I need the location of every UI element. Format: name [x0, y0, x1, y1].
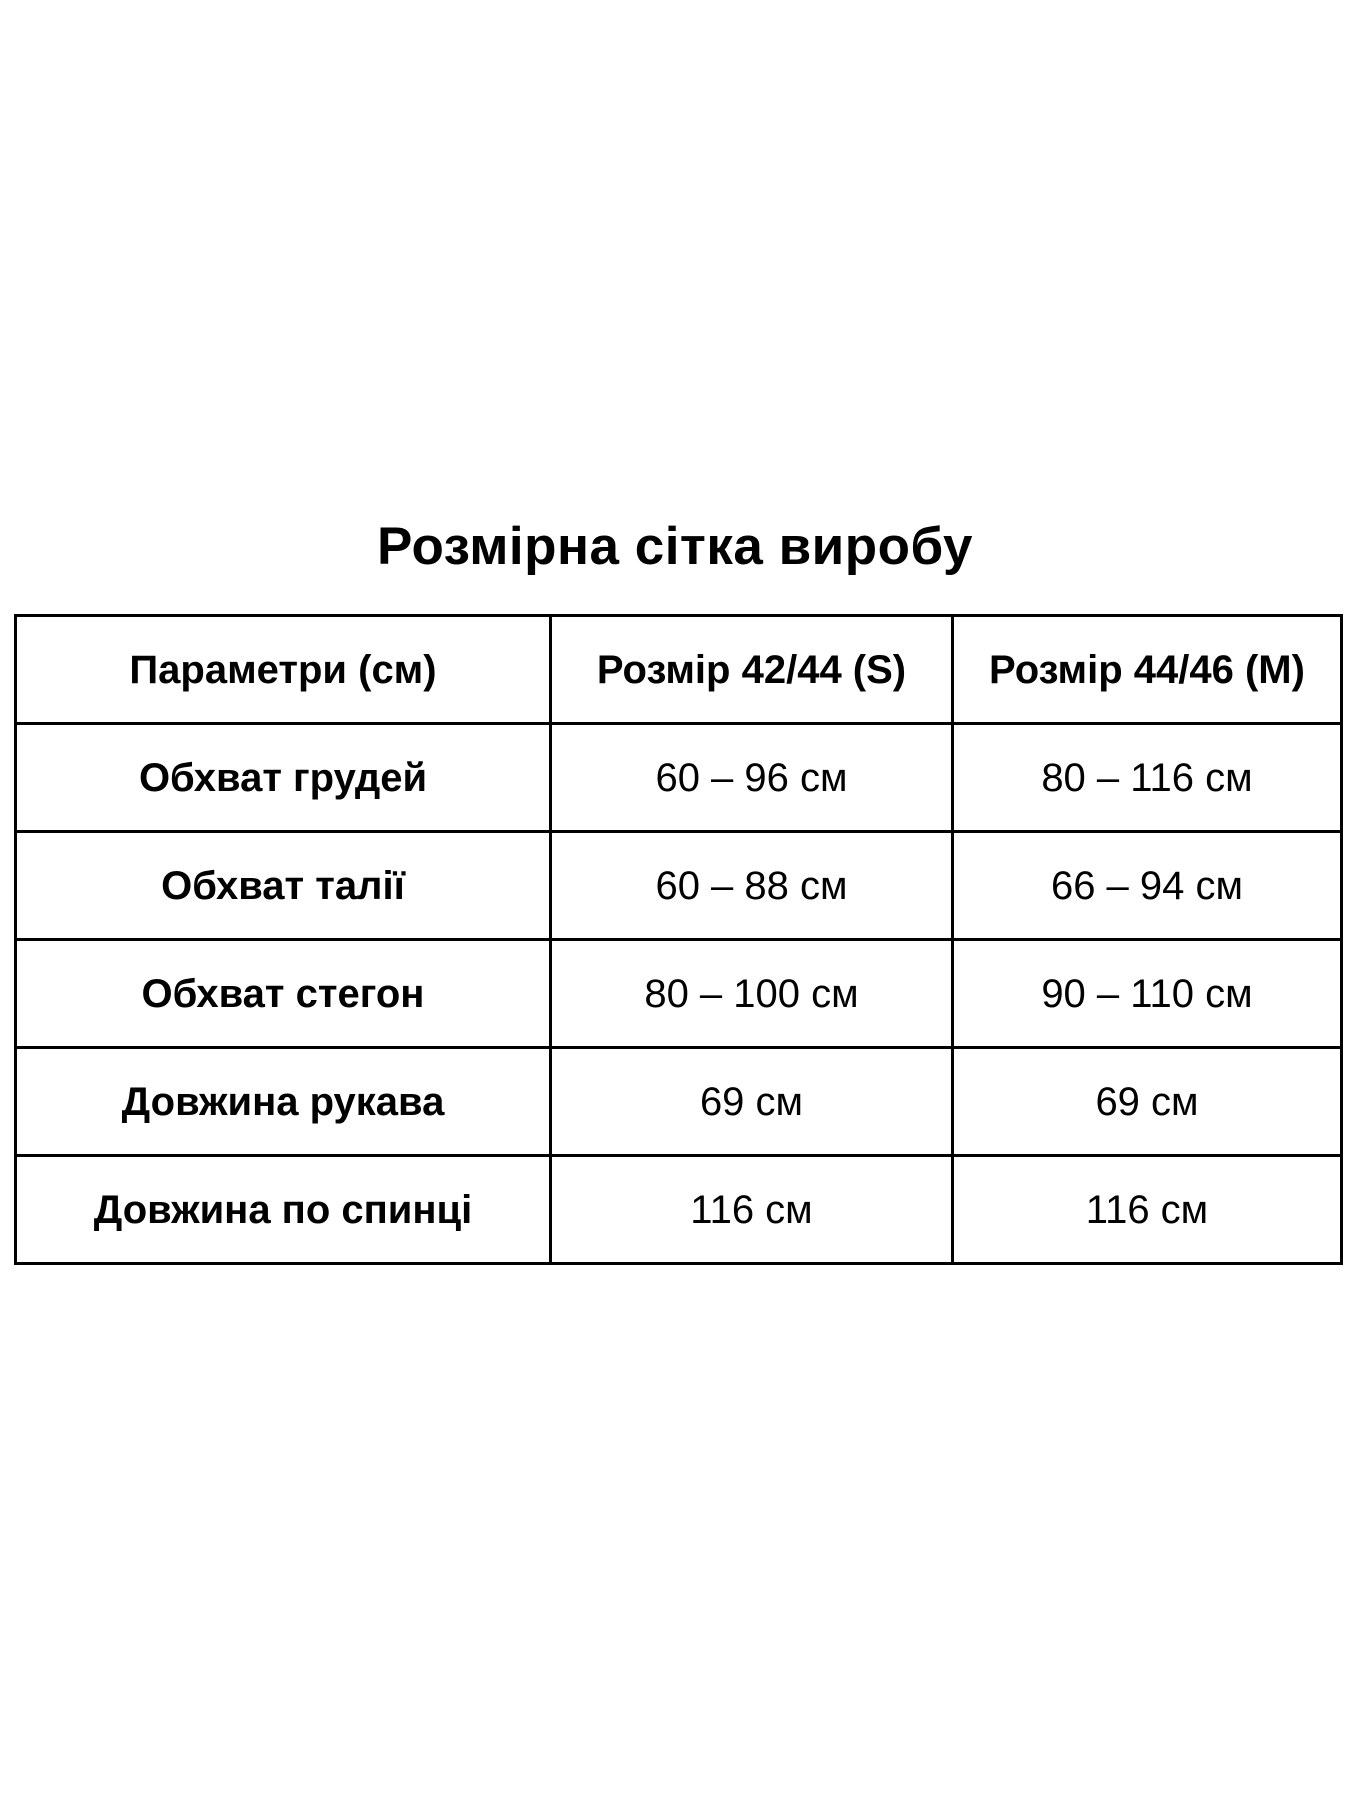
size-m-value: 80 – 116 см — [953, 724, 1342, 832]
header-parameters: Параметри (см) — [16, 616, 551, 724]
header-size-m: Розмір 44/46 (M) — [953, 616, 1342, 724]
param-label: Обхват стегон — [16, 940, 551, 1048]
size-s-value: 80 – 100 см — [551, 940, 953, 1048]
size-m-value: 116 см — [953, 1156, 1342, 1264]
size-m-value: 66 – 94 см — [953, 832, 1342, 940]
size-s-value: 69 см — [551, 1048, 953, 1156]
table-row — [16, 832, 1342, 940]
param-label: Довжина рукава — [16, 1048, 551, 1156]
page-title: Розмірна сітка виробу — [376, 517, 974, 576]
size-s-value: 60 – 96 см — [551, 724, 953, 832]
size-chart-table — [14, 614, 1343, 1265]
size-s-value: 60 – 88 см — [551, 832, 953, 940]
table-header-row — [16, 616, 1342, 724]
table-row — [16, 1156, 1342, 1264]
param-label: Довжина по спинці — [16, 1156, 551, 1264]
size-m-value: 90 – 110 см — [953, 940, 1342, 1048]
table-row — [16, 1048, 1342, 1156]
header-size-s: Розмір 42/44 (S) — [551, 616, 953, 724]
size-s-value: 116 см — [551, 1156, 953, 1264]
param-label: Обхват грудей — [16, 724, 551, 832]
size-m-value: 69 см — [953, 1048, 1342, 1156]
table-row — [16, 940, 1342, 1048]
table-row — [16, 724, 1342, 832]
param-label: Обхват талії — [16, 832, 551, 940]
